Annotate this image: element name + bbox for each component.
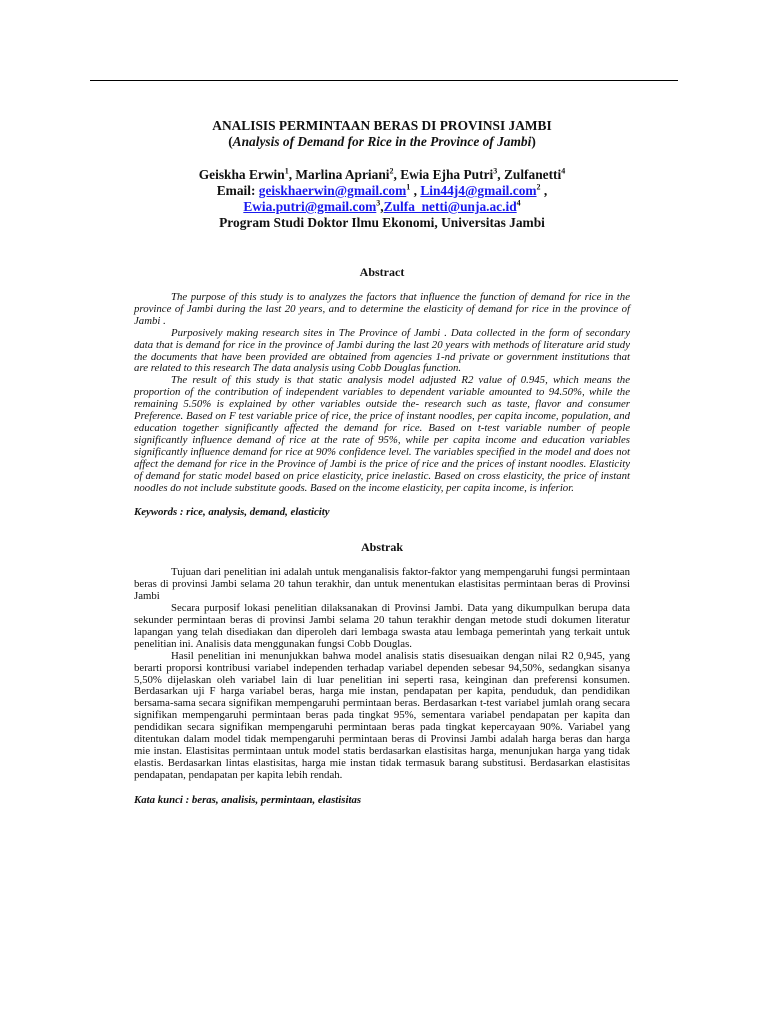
header-rule [90,80,678,81]
email-label: Email: [216,183,256,198]
abstrak-paragraph: Secara purposif lokasi penelitian dilaksanakan di Provinsi Jambi. Data yang dikumpulkan berupa data sekunder permintaan beras di provinsi Jambi selama 20 tahun terakhir dengan metode studi dokumen literatur lapangan yang telah disediakan dan diperoleh dari lembaga swasta atau lembaga pemerintah yang terkait untuk penelitian ini. Analisis data menggunakan fungsi Cobb Douglas. [134,602,630,650]
paper-title [134,118,630,150]
author-block [134,167,630,231]
email-link[interactable]: geiskhaerwin@gmail.com [258,183,407,198]
email-link[interactable]: Lin44j4@gmail.com [420,183,537,198]
abstrak-body [134,567,630,781]
abstrak-paragraph: Tujuan dari penelitian ini adalah untuk menganalisis faktor-faktor yang mempengaruhi fungsi permintaan beras di provinsi Jambi selama 20 tahun terakhir, dan untuk menentukan elastisitas permintaan beras di Provinsi Jambi [134,566,630,603]
author-name: Ewia Ejha Putri [400,167,494,182]
abstrak-paragraph: Hasil penelitian ini menunjukkan bahwa model analisis statis disesuaikan dengan nilai R2 0,945, yang berarti proporsi kontribusi variabel independen terhadap variabel dependen sebesar 94,50%, sedangkan sisanya 5,50% dijelaskan oleh variabel lain di luar penelitian ini seperti rasa, keinginan dan preferensi konsumen. Berdasarkan uji F harga variabel beras, harga mie instan, pendapatan per kapita, penduduk, dan pendidikan bersama-sama secara signifikan mempengaruhi permintaan beras. Berdasarkan t-test variabel jumlah orang secara signifikan mempengaruhi permintaan beras pada tingkat 95%, sementara variabel pendapatan per kapita dan pendidikan secara signifikan mempengaruhi permintaan beras pada tingkat kepercayaan 90%. Variabel yang ditentukan dalam model tidak mempengaruhi permintaan beras di Provinsi Jambi adalah harga beras dan harga mie instan. Elastisitas permintaan untuk model statis berdasarkan elastisitas harga, menunjukan harga yang tidak elastis. Berdasarkan lintas elastisitas, harga mie instan tidak termasuk barang substitusi. Berdasarkan elastisitas pendapatan, pendapatan per kapita lebih rendah. [134,649,630,781]
abstract-paragraph: Purposively making research sites in The Province of Jambi . Data collected in the form of secondary data that is demand for rice in the province of Jambi during the last 20 years with methods of literature arid study the documents that have been provided are obtained from agencies 1-nd private or government institutions that are related to this research The data analysis using Cobb Douglas function. [134,326,630,375]
email-mark: 2 [536,182,541,192]
author-mark: 1 [284,166,289,176]
title-close-paren: ) [531,134,536,149]
email-line: Email: geiskhaerwin@gmail.com$^1$ , Lin44j4@gmail.com$^2$ , [216,182,548,198]
abstract-heading: Abstract [359,265,405,279]
author-mark: 4 [561,166,566,176]
email-mark: 3 [376,198,381,208]
abstrak-heading: Abstrak [360,540,403,555]
email-mark: 4 [516,198,521,208]
author-name: Marlina Apriani [295,167,390,182]
email-mark: 1 [406,182,411,192]
kata-kunci: Kata kunci : beras, analisis, permintaan, elastisitas [134,793,362,806]
abstract-paragraph: The purpose of this study is to analyzes the factors that influence the function of demand for rice in the province of Jambi during the last 20 years, and to determine the elasticity of demand for rice in the province of Jambi . [134,291,630,327]
paper-page [134,118,630,806]
author-mark: 3 [493,166,498,176]
author-name: Geiskha Erwin [198,167,285,182]
email-link[interactable]: Zulfa_netti@unja.ac.id [383,199,517,214]
title-english-line [134,134,630,150]
author-name: Zulfanetti [503,167,562,182]
title-open-paren: ( [228,134,233,149]
email-line: $Ewia.putri@gmail.com^3,Zulfa\_netti@unja.ac.id^4$ [243,198,521,214]
affiliation: Program Studi Doktor Ilmu Ekonomi, Universitas Jambi [219,215,545,230]
abstract-paragraph: The result of this study is that static analysis model adjusted R2 value of 0.945, which means the proportion of the contribution of independent variables to dependent variable amounted to 94.50%, while the remaining 5.50% is explained by other variables outside the- research such as taste, flavor and consumer Preference. Based on F test variable price of rice, the price of instant noodles, per capita income, population, and education together significantly affected the demand for rice. Based on t-test variable number of people significantly influence demand of rice at the rate of 95%, while per capita income and education variables significantly influence demand for rice at 90% confidence level. The variables specified in the model and does not affect the demand for rice in the Province of Jambi is the price of rice and the prices of instant noodles. Elasticity of demand for static model based on price elasticity, price inelastic. Based on cross elasticity, the price of instant noodles do not include substitute goods. Based on the income elasticity, per capita income, is inferior. [134,374,630,494]
abstract-body [134,292,630,494]
author-mark: 2 [389,166,394,176]
email-link[interactable]: Ewia.putri@gmail.com [243,199,377,214]
author-names: Geiskha Erwin$^1$, Marlina Apriani$^2$, Ewia Ejha Putri$^3$, Zulfanetti$^4$ [198,166,566,182]
title-english: Analysis of Demand for Rice in the Province of Jambi [232,134,532,149]
title-main: ANALISIS PERMINTAAN BERAS DI PROVINSI JAMBI [212,118,552,133]
keywords: Keywords : rice, analysis, demand, elasticity [134,506,330,519]
